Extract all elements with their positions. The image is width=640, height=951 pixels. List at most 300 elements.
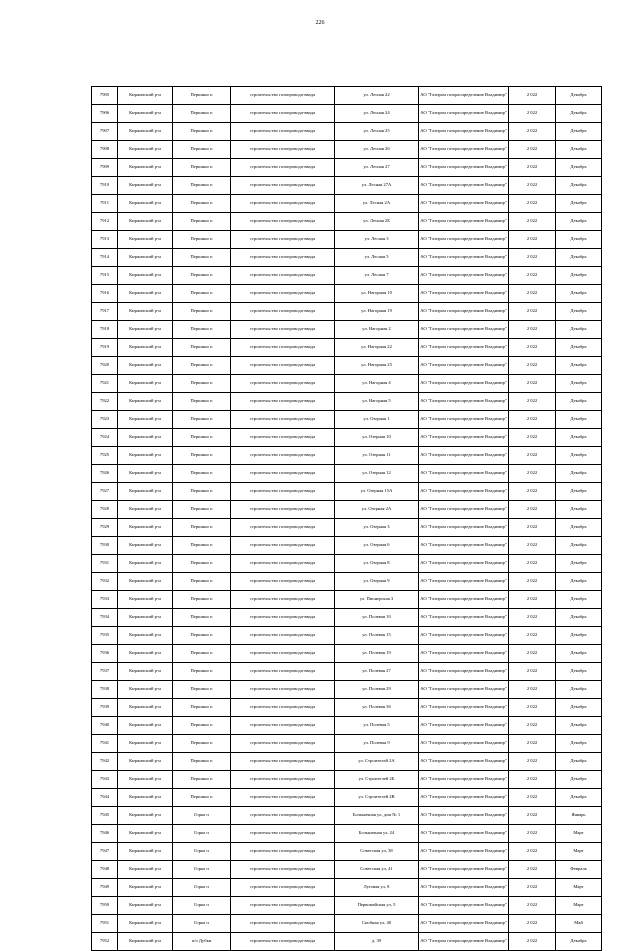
settlement-cell: Першино п	[173, 771, 231, 789]
organization-cell: АО "Газпром газораспределение Владимир"	[419, 879, 509, 897]
year-cell: 2 022	[509, 321, 556, 339]
organization-cell: АО "Газпром газораспределение Владимир"	[419, 681, 509, 699]
organization-cell: АО "Газпром газораспределение Владимир"	[419, 807, 509, 825]
organization-cell: АО "Газпром газораспределение Владимир"	[419, 591, 509, 609]
month-cell: Декабрь	[556, 699, 602, 717]
year-cell: 2 022	[509, 735, 556, 753]
district-cell: Киржачский р-н	[118, 735, 173, 753]
work-type-cell: строительство газопровода-ввода	[231, 627, 335, 645]
address-cell: ул. Лесная 22	[335, 87, 419, 105]
organization-cell: АО "Газпром газораспределение Владимир"	[419, 141, 509, 159]
month-cell: Декабрь	[556, 753, 602, 771]
organization-cell: АО "Газпром газораспределение Владимир"	[419, 735, 509, 753]
settlement-cell: Першино п	[173, 699, 231, 717]
month-cell: Декабрь	[556, 465, 602, 483]
district-cell: Киржачский р-н	[118, 591, 173, 609]
year-cell: 2 022	[509, 447, 556, 465]
year-cell: 2 022	[509, 699, 556, 717]
work-type-cell: строительство газопровода-ввода	[231, 537, 335, 555]
table-row	[92, 483, 602, 501]
table-row	[92, 717, 602, 735]
district-cell: Киржачский р-н	[118, 789, 173, 807]
work-type-cell: строительство газопровода-ввода	[231, 717, 335, 735]
organization-cell: АО "Газпром газораспределение Владимир"	[419, 357, 509, 375]
work-type-cell: строительство газопровода-ввода	[231, 735, 335, 753]
work-type-cell: строительство газопровода-ввода	[231, 123, 335, 141]
address-cell: ул. Нагорная 22	[335, 339, 419, 357]
year-cell: 2 022	[509, 393, 556, 411]
district-cell: Киржачский р-н	[118, 213, 173, 231]
address-cell: Луговая ул, 8	[335, 879, 419, 897]
row-number-cell: 7915	[92, 267, 118, 285]
month-cell: Март	[556, 879, 602, 897]
address-cell: ул. Лесная 3	[335, 231, 419, 249]
table-row	[92, 933, 602, 951]
district-cell: Киржачский р-н	[118, 123, 173, 141]
district-cell: Киржачский р-н	[118, 645, 173, 663]
work-type-cell: строительство газопровода-ввода	[231, 861, 335, 879]
table-row	[92, 807, 602, 825]
table-row	[92, 123, 602, 141]
organization-cell: АО "Газпром газораспределение Владимир"	[419, 213, 509, 231]
settlement-cell: Першино п	[173, 447, 231, 465]
month-cell: Декабрь	[556, 717, 602, 735]
settlement-cell: Першино п	[173, 753, 231, 771]
table-row	[92, 375, 602, 393]
organization-cell: АО "Газпром газораспределение Владимир"	[419, 321, 509, 339]
address-cell: ул. Озерная 11	[335, 447, 419, 465]
work-type-cell: строительство газопровода-ввода	[231, 447, 335, 465]
organization-cell: АО "Газпром газораспределение Владимир"	[419, 789, 509, 807]
month-cell: Декабрь	[556, 141, 602, 159]
address-cell: ул. Лесная 5	[335, 249, 419, 267]
organization-cell: АО "Газпром газораспределение Владимир"	[419, 339, 509, 357]
table-row	[92, 321, 602, 339]
table-row	[92, 771, 602, 789]
month-cell: Март	[556, 843, 602, 861]
work-type-cell: строительство газопровода-ввода	[231, 825, 335, 843]
settlement-cell: Першино п	[173, 483, 231, 501]
district-cell: Киржачский р-н	[118, 537, 173, 555]
month-cell: Декабрь	[556, 267, 602, 285]
row-number-cell: 7940	[92, 717, 118, 735]
settlement-cell: Першино п	[173, 141, 231, 159]
organization-cell: АО "Газпром газораспределение Владимир"	[419, 771, 509, 789]
table-row	[92, 447, 602, 465]
month-cell: Май	[556, 915, 602, 933]
row-number-cell: 7938	[92, 681, 118, 699]
work-type-cell: строительство газопровода-ввода	[231, 933, 335, 951]
table-row	[92, 159, 602, 177]
district-cell: Киржачский р-н	[118, 555, 173, 573]
settlement-cell: Першино п	[173, 285, 231, 303]
settlement-cell: Першино п	[173, 303, 231, 321]
address-cell: ул. Пионерская 3	[335, 591, 419, 609]
row-number-cell: 7943	[92, 771, 118, 789]
settlement-cell: Горка п	[173, 843, 231, 861]
settlement-cell: Першино п	[173, 627, 231, 645]
address-cell: Первомайская ул, 5	[335, 897, 419, 915]
row-number-cell: 7952	[92, 933, 118, 951]
district-cell: Киржачский р-н	[118, 87, 173, 105]
month-cell: Декабрь	[556, 609, 602, 627]
settlement-cell: Горка п	[173, 915, 231, 933]
table-row	[92, 249, 602, 267]
month-cell: Декабрь	[556, 105, 602, 123]
organization-cell: АО "Газпром газораспределение Владимир"	[419, 285, 509, 303]
district-cell: Киржачский р-н	[118, 321, 173, 339]
organization-cell: АО "Газпром газораспределение Владимир"	[419, 105, 509, 123]
address-cell: ул. Лесная 2А	[335, 195, 419, 213]
organization-cell: АО "Газпром газораспределение Владимир"	[419, 231, 509, 249]
year-cell: 2 022	[509, 267, 556, 285]
organization-cell: АО "Газпром газораспределение Владимир"	[419, 501, 509, 519]
settlement-cell: Першино п	[173, 393, 231, 411]
address-cell: ул. Лесная 27А	[335, 177, 419, 195]
table-row	[92, 537, 602, 555]
year-cell: 2 022	[509, 285, 556, 303]
row-number-cell: 7921	[92, 375, 118, 393]
work-type-cell: строительство газопровода-ввода	[231, 789, 335, 807]
year-cell: 2 022	[509, 501, 556, 519]
work-type-cell: строительство газопровода-ввода	[231, 807, 335, 825]
year-cell: 2 022	[509, 123, 556, 141]
row-number-cell: 7951	[92, 915, 118, 933]
organization-cell: АО "Газпром газораспределение Владимир"	[419, 375, 509, 393]
year-cell: 2 022	[509, 411, 556, 429]
table-row	[92, 339, 602, 357]
work-type-cell: строительство газопровода-ввода	[231, 609, 335, 627]
row-number-cell: 7937	[92, 663, 118, 681]
address-cell: ул. Озерная 9	[335, 573, 419, 591]
year-cell: 2 022	[509, 591, 556, 609]
table-row	[92, 465, 602, 483]
work-type-cell: строительство газопровода-ввода	[231, 501, 335, 519]
address-cell: ул. Нагорная 10	[335, 285, 419, 303]
settlement-cell: Першино п	[173, 645, 231, 663]
month-cell: Декабрь	[556, 681, 602, 699]
address-cell: Советская ул, 38	[335, 843, 419, 861]
month-cell: Декабрь	[556, 501, 602, 519]
year-cell: 2 022	[509, 627, 556, 645]
row-number-cell: 7947	[92, 843, 118, 861]
settlement-cell: Першино п	[173, 411, 231, 429]
district-cell: Киржачский р-н	[118, 843, 173, 861]
row-number-cell: 7941	[92, 735, 118, 753]
settlement-cell: Першино п	[173, 87, 231, 105]
address-cell: ул. Полевая 19	[335, 645, 419, 663]
row-number-cell: 7908	[92, 141, 118, 159]
settlement-cell: Першино п	[173, 789, 231, 807]
organization-cell: АО "Газпром газораспределение Владимир"	[419, 447, 509, 465]
district-cell: Киржачский р-н	[118, 609, 173, 627]
address-cell: ул. Полевая 10	[335, 609, 419, 627]
address-cell: ул. Полевая 36	[335, 699, 419, 717]
settlement-cell: Першино п	[173, 573, 231, 591]
work-type-cell: строительство газопровода-ввода	[231, 753, 335, 771]
address-cell: ул. Лесная 7	[335, 267, 419, 285]
month-cell: Декабрь	[556, 87, 602, 105]
row-number-cell: 7911	[92, 195, 118, 213]
table-row	[92, 519, 602, 537]
district-cell: Киржачский р-н	[118, 717, 173, 735]
organization-cell: АО "Газпром газораспределение Владимир"	[419, 699, 509, 717]
organization-cell: АО "Газпром газораспределение Владимир"	[419, 663, 509, 681]
month-cell: Декабрь	[556, 231, 602, 249]
district-cell: Киржачский р-н	[118, 915, 173, 933]
address-cell: ул. Лесная 26	[335, 141, 419, 159]
year-cell: 2 022	[509, 573, 556, 591]
row-number-cell: 7919	[92, 339, 118, 357]
work-type-cell: строительство газопровода-ввода	[231, 915, 335, 933]
row-number-cell: 7923	[92, 411, 118, 429]
work-type-cell: строительство газопровода-ввода	[231, 249, 335, 267]
district-cell: Киржачский р-н	[118, 159, 173, 177]
district-cell: Киржачский р-н	[118, 393, 173, 411]
organization-cell: АО "Газпром газораспределение Владимир"	[419, 249, 509, 267]
year-cell: 2 022	[509, 663, 556, 681]
address-cell: ул. Строителей 2А	[335, 753, 419, 771]
month-cell: Декабрь	[556, 195, 602, 213]
table-row	[92, 753, 602, 771]
work-type-cell: строительство газопровода-ввода	[231, 483, 335, 501]
address-cell: ул. Озерная 3	[335, 519, 419, 537]
table-row	[92, 591, 602, 609]
month-cell: Декабрь	[556, 555, 602, 573]
settlement-cell: Першино п	[173, 357, 231, 375]
settlement-cell: Першино п	[173, 213, 231, 231]
table-row	[92, 177, 602, 195]
work-type-cell: строительство газопровода-ввода	[231, 357, 335, 375]
work-type-cell: строительство газопровода-ввода	[231, 573, 335, 591]
year-cell: 2 022	[509, 357, 556, 375]
work-type-cell: строительство газопровода-ввода	[231, 105, 335, 123]
organization-cell: АО "Газпром газораспределение Владимир"	[419, 825, 509, 843]
district-cell: Киржачский р-н	[118, 501, 173, 519]
month-cell: Декабрь	[556, 645, 602, 663]
month-cell: Декабрь	[556, 393, 602, 411]
year-cell: 2 022	[509, 87, 556, 105]
year-cell: 2 022	[509, 105, 556, 123]
table-row	[92, 573, 602, 591]
table-body	[92, 87, 602, 951]
row-number-cell: 7922	[92, 393, 118, 411]
settlement-cell: Першино п	[173, 591, 231, 609]
organization-cell: АО "Газпром газораспределение Владимир"	[419, 483, 509, 501]
row-number-cell: 7924	[92, 429, 118, 447]
district-cell: Киржачский р-н	[118, 807, 173, 825]
year-cell: 2 022	[509, 195, 556, 213]
month-cell: Декабрь	[556, 933, 602, 951]
year-cell: 2 022	[509, 753, 556, 771]
organization-cell: АО "Газпром газораспределение Владимир"	[419, 411, 509, 429]
settlement-cell: Першино п	[173, 105, 231, 123]
settlement-cell: Першино п	[173, 159, 231, 177]
year-cell: 2 022	[509, 789, 556, 807]
work-type-cell: строительство газопровода-ввода	[231, 87, 335, 105]
organization-cell: АО "Газпром газораспределение Владимир"	[419, 159, 509, 177]
row-number-cell: 7942	[92, 753, 118, 771]
year-cell: 2 022	[509, 339, 556, 357]
district-cell: Киржачский р-н	[118, 483, 173, 501]
organization-cell: АО "Газпром газораспределение Владимир"	[419, 717, 509, 735]
year-cell: 2 022	[509, 177, 556, 195]
row-number-cell: 7944	[92, 789, 118, 807]
month-cell: Март	[556, 825, 602, 843]
work-type-cell: строительство газопровода-ввода	[231, 159, 335, 177]
table-row	[92, 789, 602, 807]
work-type-cell: строительство газопровода-ввода	[231, 195, 335, 213]
table-row	[92, 105, 602, 123]
address-cell: ул. Полевая 29	[335, 681, 419, 699]
table-row	[92, 429, 602, 447]
organization-cell: АО "Газпром газораспределение Владимир"	[419, 897, 509, 915]
district-cell: Киржачский р-н	[118, 249, 173, 267]
table-row	[92, 555, 602, 573]
year-cell: 2 022	[509, 465, 556, 483]
table-row	[92, 663, 602, 681]
organization-cell: АО "Газпром газораспределение Владимир"	[419, 429, 509, 447]
work-type-cell: строительство газопровода-ввода	[231, 375, 335, 393]
row-number-cell: 7932	[92, 573, 118, 591]
district-cell: Киржачский р-н	[118, 753, 173, 771]
settlement-cell: Першино п	[173, 177, 231, 195]
address-cell: ул. Озерная 12	[335, 465, 419, 483]
organization-cell: АО "Газпром газораспределение Владимир"	[419, 465, 509, 483]
settlement-cell: Горка п	[173, 825, 231, 843]
address-cell: ул. Нагорная 5	[335, 393, 419, 411]
month-cell: Декабрь	[556, 123, 602, 141]
month-cell: Декабрь	[556, 537, 602, 555]
address-cell: ул. Озерная 10	[335, 429, 419, 447]
table-row	[92, 897, 602, 915]
table-row	[92, 285, 602, 303]
organization-cell: АО "Газпром газораспределение Владимир"	[419, 177, 509, 195]
settlement-cell: Першино п	[173, 681, 231, 699]
address-cell: ул. Строителей 2Б	[335, 771, 419, 789]
district-cell: Киржачский р-н	[118, 105, 173, 123]
work-type-cell: строительство газопровода-ввода	[231, 879, 335, 897]
row-number-cell: 7935	[92, 627, 118, 645]
table-row	[92, 627, 602, 645]
organization-cell: АО "Газпром газораспределение Владимир"	[419, 861, 509, 879]
work-type-cell: строительство газопровода-ввода	[231, 681, 335, 699]
settlement-cell: Першино п	[173, 555, 231, 573]
address-cell: Сиобная ул, 40	[335, 915, 419, 933]
district-cell: Киржачский р-н	[118, 195, 173, 213]
address-cell: Советская ул, 41	[335, 861, 419, 879]
district-cell: Киржачский р-н	[118, 663, 173, 681]
month-cell: Декабрь	[556, 159, 602, 177]
address-cell: д. 39	[335, 933, 419, 951]
year-cell: 2 022	[509, 519, 556, 537]
month-cell: Февраль	[556, 861, 602, 879]
table-row	[92, 825, 602, 843]
address-cell: Больничная ул, дом № 1	[335, 807, 419, 825]
settlement-cell: Першино п	[173, 231, 231, 249]
settlement-cell: Горка п	[173, 897, 231, 915]
district-cell: Киржачский р-н	[118, 465, 173, 483]
year-cell: 2 022	[509, 555, 556, 573]
month-cell: Декабрь	[556, 177, 602, 195]
month-cell: Декабрь	[556, 447, 602, 465]
row-number-cell: 7927	[92, 483, 118, 501]
district-cell: Киржачский р-н	[118, 267, 173, 285]
row-number-cell: 7905	[92, 87, 118, 105]
row-number-cell: 7933	[92, 591, 118, 609]
year-cell: 2 022	[509, 807, 556, 825]
work-type-cell: строительство газопровода-ввода	[231, 231, 335, 249]
address-cell: ул. Строителей 2В	[335, 789, 419, 807]
work-type-cell: строительство газопровода-ввода	[231, 843, 335, 861]
year-cell: 2 022	[509, 825, 556, 843]
month-cell: Январь	[556, 807, 602, 825]
row-number-cell: 7929	[92, 519, 118, 537]
month-cell: Декабрь	[556, 663, 602, 681]
organization-cell: АО "Газпром газораспределение Владимир"	[419, 843, 509, 861]
row-number-cell: 7926	[92, 465, 118, 483]
row-number-cell: 7914	[92, 249, 118, 267]
year-cell: 2 022	[509, 843, 556, 861]
organization-cell: АО "Газпром газораспределение Владимир"	[419, 645, 509, 663]
year-cell: 2 022	[509, 141, 556, 159]
row-number-cell: 7918	[92, 321, 118, 339]
row-number-cell: 7920	[92, 357, 118, 375]
month-cell: Декабрь	[556, 789, 602, 807]
district-cell: Киржачский р-н	[118, 231, 173, 249]
work-type-cell: строительство газопровода-ввода	[231, 897, 335, 915]
table-row	[92, 195, 602, 213]
address-cell: ул. Лесная 2Б	[335, 213, 419, 231]
settlement-cell: Горка п	[173, 807, 231, 825]
row-number-cell: 7931	[92, 555, 118, 573]
settlement-cell: Горка п	[173, 861, 231, 879]
district-cell: Киржачский р-н	[118, 177, 173, 195]
work-type-cell: строительство газопровода-ввода	[231, 411, 335, 429]
work-type-cell: строительство газопровода-ввода	[231, 465, 335, 483]
district-cell: Киржачский р-н	[118, 771, 173, 789]
table-row	[92, 609, 602, 627]
month-cell: Декабрь	[556, 591, 602, 609]
district-cell: Киржачский р-н	[118, 681, 173, 699]
address-cell: Больничная ул, 24	[335, 825, 419, 843]
row-number-cell: 7946	[92, 825, 118, 843]
work-type-cell: строительство газопровода-ввода	[231, 285, 335, 303]
settlement-cell: Першино п	[173, 339, 231, 357]
month-cell: Декабрь	[556, 573, 602, 591]
row-number-cell: 7934	[92, 609, 118, 627]
settlement-cell: Першино п	[173, 195, 231, 213]
table-row	[92, 411, 602, 429]
organization-cell: АО "Газпром газораспределение Владимир"	[419, 123, 509, 141]
district-cell: Киржачский р-н	[118, 429, 173, 447]
table-row	[92, 501, 602, 519]
work-type-cell: строительство газопровода-ввода	[231, 429, 335, 447]
year-cell: 2 022	[509, 375, 556, 393]
table-row	[92, 87, 602, 105]
settlement-cell: Першино п	[173, 429, 231, 447]
month-cell: Декабрь	[556, 357, 602, 375]
organization-cell: АО "Газпром газораспределение Владимир"	[419, 627, 509, 645]
month-cell: Декабрь	[556, 285, 602, 303]
month-cell: Декабрь	[556, 627, 602, 645]
page-number: 226	[315, 20, 325, 26]
address-cell: ул. Лесная 27	[335, 159, 419, 177]
row-number-cell: 7950	[92, 897, 118, 915]
month-cell: Декабрь	[556, 213, 602, 231]
row-number-cell: 7906	[92, 105, 118, 123]
address-cell: ул. Нагорная 2	[335, 321, 419, 339]
